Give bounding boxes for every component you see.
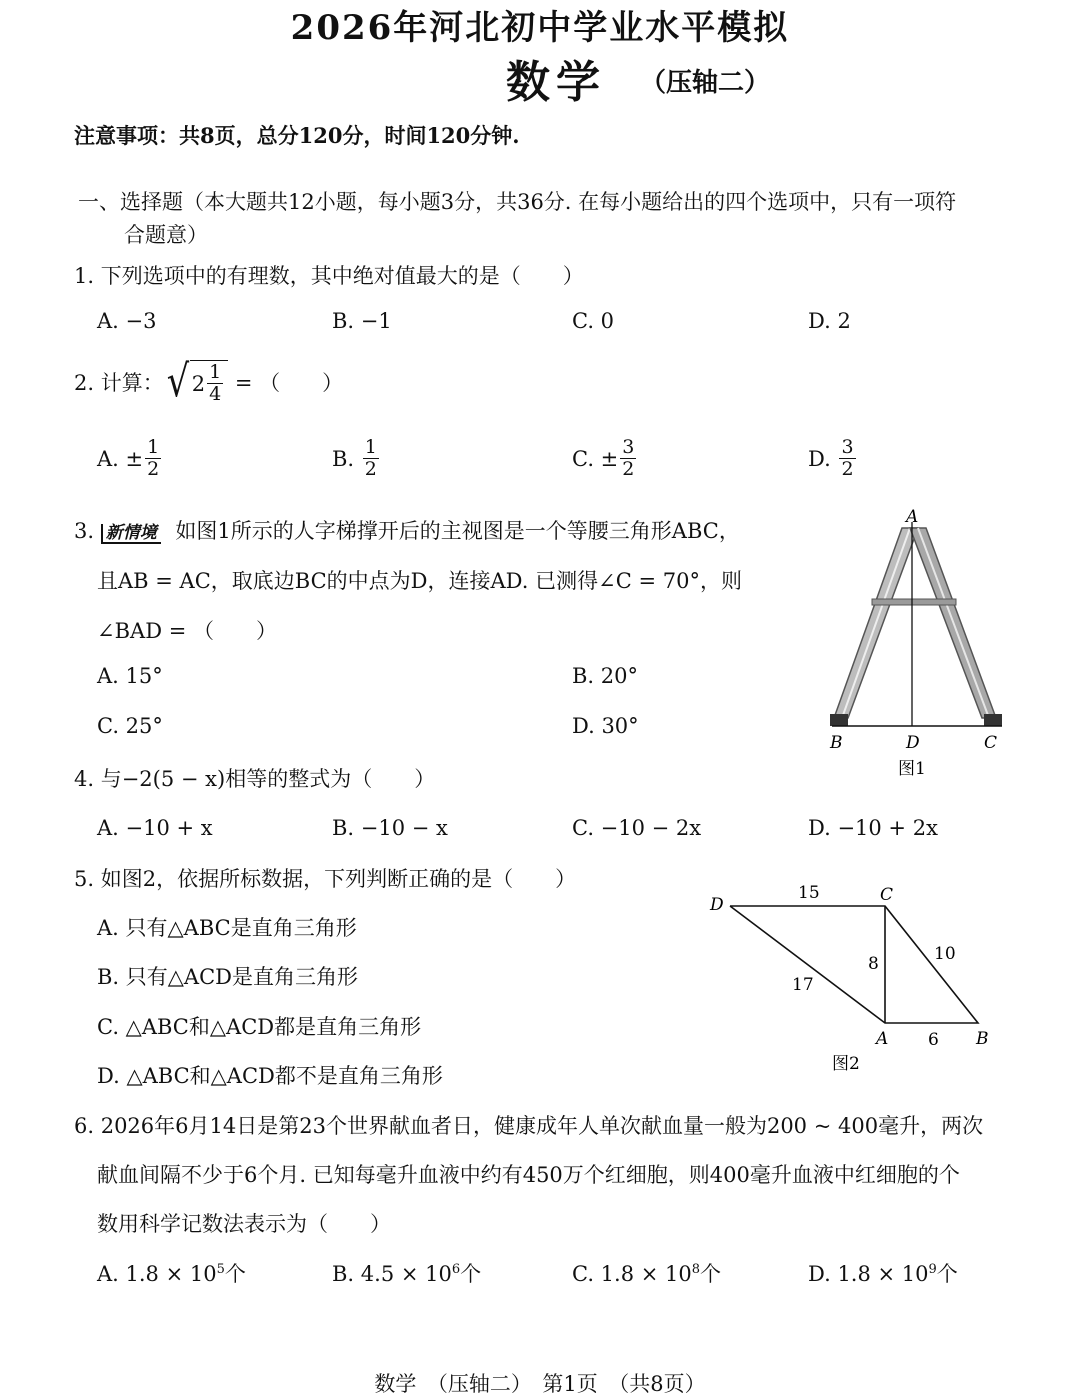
q2-opt-d-den: 2 <box>841 458 854 480</box>
q2-den: 4 <box>209 383 222 405</box>
figure-2-caption: 图2 <box>832 1054 860 1074</box>
exam-title: 2026年河北初中学业水平模拟 <box>290 8 790 48</box>
q2-opt-a-label: A. ± <box>97 446 144 471</box>
q6-b-unit: 个 <box>460 1262 482 1286</box>
quadrilateral-ABCD <box>730 906 978 1023</box>
ladder-foot-right <box>984 714 1002 726</box>
q3-option-a: A. 15° <box>97 664 163 688</box>
ladder-foot-left <box>830 714 848 726</box>
sqrt-expression <box>164 356 229 407</box>
q1-stem: 1. 下列选项中的有理数，其中绝对值最大的是（ ） <box>74 264 584 288</box>
q3-line2: 且AB = AC，取底边BC的中点为D，连接AD. 已测得∠C = 70°，则 <box>97 569 742 593</box>
q6-b-label: B. 4.5 × 10 <box>332 1262 452 1286</box>
q2-opt-c-num: 3 <box>622 436 635 458</box>
q4-stem: 4. 与−2(5 − x)相等的整式为（ ） <box>74 767 436 791</box>
new-context-badge: 新情境 <box>101 524 161 544</box>
q2-stem <box>74 356 344 407</box>
q6-b-exp: 6 <box>451 1262 461 1277</box>
q5-option-d: D. △ABC和△ACD都不是直角三角形 <box>97 1064 443 1088</box>
q2-prefix: 2. 计算： <box>74 371 164 395</box>
q5-option-c: C. △ABC和△ACD都是直角三角形 <box>97 1015 422 1039</box>
q6-line2: 献血间隔不少于6个月. 已知每毫升血液中约有450万个红细胞，则400毫升血液中红细胞的个 <box>97 1163 960 1187</box>
q6-c-label: C. 1.8 × 10 <box>572 1262 692 1286</box>
subject-title: 数学 <box>506 57 606 108</box>
q2-opt-b-den: 2 <box>364 458 377 480</box>
notice: 注意事项：共8页，总分120分，时间120分钟. <box>74 123 520 148</box>
q6-c-exp: 8 <box>691 1262 701 1277</box>
label-B: B <box>830 733 843 753</box>
figure-1-ladder <box>818 506 1018 786</box>
ladder-left-leg <box>834 528 918 718</box>
ladder-right-leg <box>910 528 996 718</box>
q2-option-a <box>97 438 163 479</box>
q4-option-d: D. −10 + 2x <box>808 816 938 840</box>
q2-opt-b-label: B. <box>332 446 361 471</box>
q2-option-d <box>808 438 858 479</box>
q6-option-b <box>332 1258 481 1288</box>
q4-option-a: A. −10 + x <box>97 816 213 840</box>
q2-opt-b-num: 1 <box>364 436 377 458</box>
q6-a-unit: 个 <box>224 1262 246 1286</box>
q6-option-c <box>572 1258 721 1288</box>
label-A: A <box>876 1029 889 1049</box>
q6-d-exp: 9 <box>928 1262 937 1277</box>
q2-opt-d-label: D. <box>808 446 838 471</box>
label-B: B <box>976 1029 989 1049</box>
label-C: C <box>984 733 998 753</box>
label-D: D <box>906 733 920 753</box>
q3-line1 <box>74 515 740 545</box>
label-D: D <box>710 895 724 915</box>
q3-line1-text: 如图1所示的人字梯撑开后的主视图是一个等腰三角形ABC， <box>175 519 740 543</box>
q2-option-b <box>332 438 381 479</box>
q5-option-b: B. 只有△ACD是直角三角形 <box>97 965 359 989</box>
q5-option-a: A. 只有△ABC是直角三角形 <box>97 916 357 940</box>
figure-1-caption: 图1 <box>898 759 926 779</box>
length-DC: 15 <box>798 883 820 903</box>
length-AC: 8 <box>868 954 879 974</box>
q6-line3: 数用科学记数法表示为（ ） <box>97 1212 391 1236</box>
q2-whole: 2 <box>191 371 206 396</box>
length-BC: 10 <box>934 944 956 964</box>
q1-option-b: B. −1 <box>332 309 392 333</box>
q1-option-c: C. 0 <box>572 309 615 333</box>
q2-option-c <box>572 438 638 479</box>
q2-opt-d-num: 3 <box>841 436 854 458</box>
q2-suffix: = （ ） <box>228 371 344 395</box>
q3-option-b: B. 20° <box>572 664 639 688</box>
q3-number: 3. <box>74 519 95 543</box>
q6-line1: 6. 2026年6月14日是第23个世界献血者日，健康成年人单次献血量一般为200 ~ 400毫升，两次 <box>74 1114 984 1138</box>
q6-d-unit: 个 <box>936 1262 958 1286</box>
q4-option-b: B. −10 − x <box>332 816 448 840</box>
length-AD: 17 <box>792 975 814 995</box>
section-title-line1: 一、选择题（本大题共12小题，每小题3分，共36分. 在每小题给出的四个选项中，只有一项符 <box>78 190 957 214</box>
q2-opt-a-den: 2 <box>147 458 160 480</box>
q6-a-label: A. 1.8 × 10 <box>97 1262 217 1286</box>
subtitle: （压轴二） <box>640 68 771 98</box>
label-C: C <box>880 885 894 905</box>
q5-stem: 5. 如图2，依据所标数据，下列判断正确的是（ ） <box>74 867 577 891</box>
page-footer: 数学 （压轴二） 第1页 （共8页） <box>374 1372 706 1396</box>
q6-d-label: D. 1.8 × 10 <box>808 1262 929 1286</box>
q6-c-unit: 个 <box>700 1262 722 1286</box>
ladder-step <box>872 599 956 605</box>
sqrt-icon: √ <box>166 356 189 407</box>
q6-option-a <box>97 1258 246 1288</box>
q2-opt-c-den: 2 <box>622 458 635 480</box>
q3-option-d: D. 30° <box>572 714 639 738</box>
q2-fraction <box>207 363 223 404</box>
length-AB: 6 <box>928 1030 939 1050</box>
q6-a-exp: 5 <box>216 1262 225 1277</box>
q2-opt-a-num: 1 <box>147 436 160 458</box>
q6-option-d <box>808 1258 958 1288</box>
figure-2-diagram <box>700 876 1010 1076</box>
q2-num: 1 <box>209 361 222 383</box>
q4-option-c: C. −10 − 2x <box>572 816 702 840</box>
q2-opt-c-label: C. ± <box>572 446 619 471</box>
section-title-line2: 合题意） <box>124 223 208 247</box>
q1-option-a: A. −3 <box>97 309 157 333</box>
q3-option-c: C. 25° <box>97 714 163 738</box>
q3-line3: ∠BAD = （ ） <box>97 619 277 643</box>
q1-option-d: D. 2 <box>808 309 851 333</box>
label-A: A <box>906 507 919 527</box>
